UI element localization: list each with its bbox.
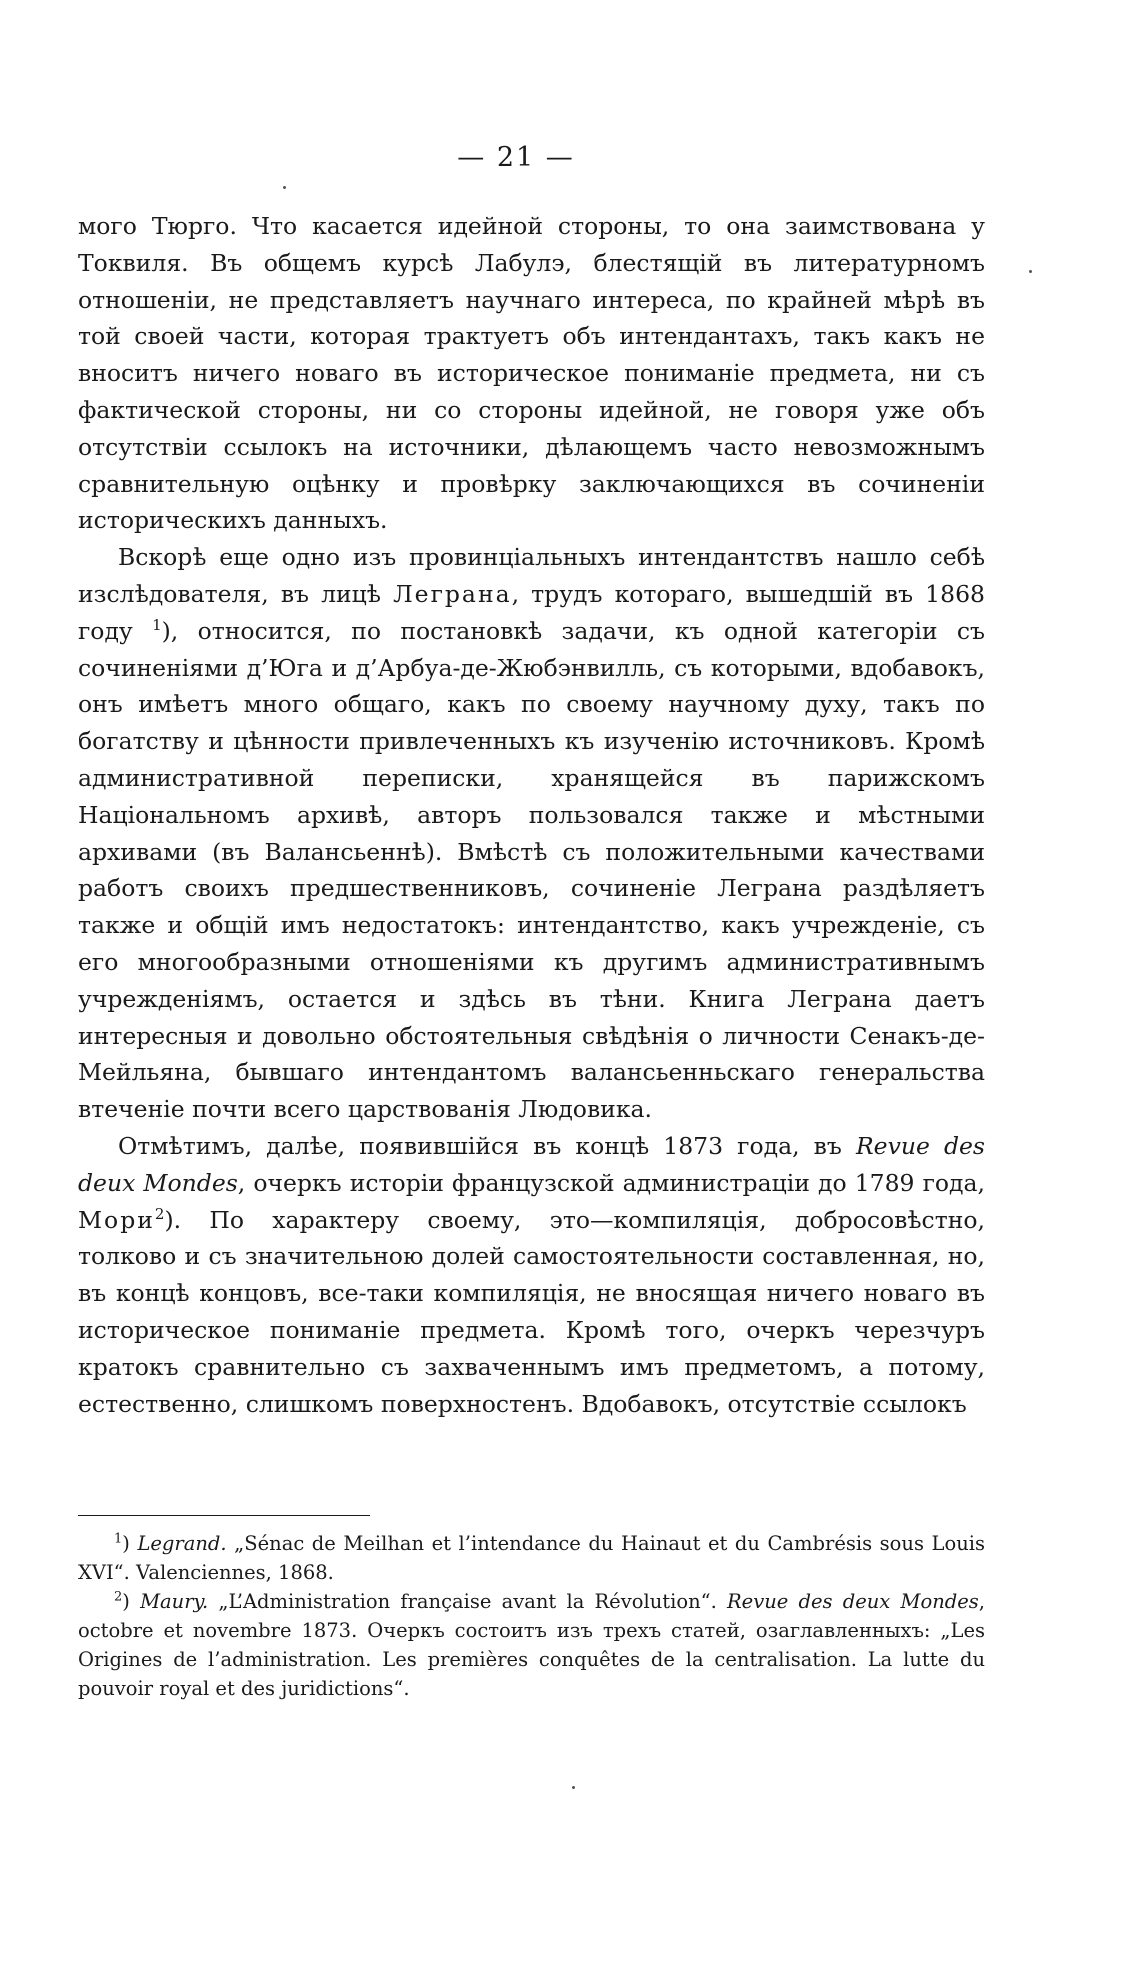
journal-title: Revue des deux Mondes bbox=[78, 1131, 985, 1197]
paragraph-3 bbox=[78, 1128, 985, 1422]
footnote-ref-2: 2 bbox=[154, 1204, 165, 1223]
footnote-1-author: Legrand. bbox=[137, 1532, 227, 1555]
footnote-marker-1: 1 bbox=[114, 1531, 123, 1547]
scan-speck bbox=[283, 186, 286, 189]
paragraph-2-text-a: Вскорѣ еще одно изъ провинціальныхъ интендантствъ нашло себѣ изслѣдователя, въ лицѣ bbox=[78, 543, 985, 608]
footnotes bbox=[78, 1529, 985, 1703]
footnote-ref-1: 1 bbox=[152, 615, 162, 634]
scan-speck bbox=[1029, 270, 1032, 273]
page-number: — 21 — bbox=[457, 142, 575, 173]
author-name-maury: Мори bbox=[78, 1205, 155, 1234]
paragraph-2 bbox=[78, 539, 985, 1128]
main-text bbox=[78, 208, 985, 1422]
footnote-marker-2: 2 bbox=[114, 1589, 123, 1605]
author-name-legrand: Леграна bbox=[393, 579, 512, 608]
footnote-1-text: „Sénac de Meilhan et l’intendance du Hainaut et du Cambrésis sous Louis XVI“. Valenciennes, 1868. bbox=[78, 1532, 985, 1584]
footnote-2-journal: Revue des deux Mondes bbox=[727, 1590, 979, 1613]
paragraph-3-text-c: ). По характеру своему, это—компиляція, добросовѣстно, толково и съ значительною долей самостоятельности составленная, но, въ концѣ концовъ, все-таки компиляція, не вносящая ничего новаго въ историческое пониманіе предмета. Кромѣ того, очеркъ черезчуръ кратокъ сравнительно съ захваченнымъ имъ предметомъ, а потому, естественно, слишкомъ поверхностенъ. Вдобавокъ, отсутствіе ссылокъ bbox=[78, 1205, 985, 1418]
footnote-1: $^1$) Legrand. „Sénac de Meilhan et l’intendance du Hainaut et du Cambrésis sous Louis XVI“. Valenciennes, 1868. bbox=[78, 1531, 985, 1584]
footnote-divider bbox=[78, 1515, 370, 1516]
paragraph-1: мого Тюрго. Что касается идейной стороны, то она заимствована у Токвиля. Въ общемъ курсѣ Лабулэ, блестящій въ литературномъ отношеніи, не представляетъ научнаго интереса, по крайней мѣрѣ въ той своей части, которая трактуетъ объ интендантахъ, такъ какъ не вноситъ ничего новаго въ историческое пониманіе предмета, ни съ фактической стороны, ни со стороны идейной, не говоря уже объ отсутствіи ссылокъ на источники, дѣлающемъ часто невозможнымъ сравнительную оцѣнку и провѣрку заключающихся въ сочиненіи историческихъ данныхъ. bbox=[78, 212, 985, 535]
paragraph-2-text-c: ), относится, по постановкѣ задачи, къ одной категоріи съ сочиненіями д’Юга и д’Арбуа-де-Жюбэнвилль, съ которыми, вдобавокъ, онъ имѣетъ много общаго, какъ по своему научному духу, такъ по богатству и цѣнности привлеченныхъ къ изученію источниковъ. Кромѣ административной переписки, хранящейся въ парижскомъ Національномъ архивѣ, авторъ пользовался также и мѣстными архивами (въ Валансьеннѣ). Вмѣстѣ съ положительными качествами работъ своихъ предшественниковъ, сочиненіе Леграна раздѣляетъ также и общій имъ недостатокъ: интендантство, какъ учрежденіе, съ его многообразными отношеніями къ другимъ административнымъ учрежденіямъ, остается и здѣсь въ тѣни. Книга Леграна даетъ интересныя и довольно обстоятельныя свѣдѣнія о личности Сенакъ-де-Мейльяна, бывшаго интендантомъ валансьенньскаго генеральства втеченіе почти всего царствованія Людовика. bbox=[78, 616, 985, 1124]
footnote-2-author: Maury. bbox=[140, 1590, 209, 1613]
footnote-2-text-a: „L’Administration française avant la Révolution“. bbox=[208, 1590, 727, 1613]
paragraph-3-text-a: Отмѣтимъ, далѣе, появившійся въ концѣ 1873 года, въ bbox=[118, 1131, 856, 1160]
paragraph-3-text-b: , очеркъ исторіи французской администраціи до 1789 года, bbox=[237, 1168, 986, 1197]
paragraph-2-text-b: , трудъ котораго, вышедшій въ 1868 году bbox=[78, 579, 985, 645]
footnote-2: $^2$) Maury. „L’Administration française avant la Révolution“. Revue des deux Mondes, octobre et novembre 1873. Очеркъ состоитъ изъ трехъ статей, озаглавленныхъ: „Les Origines de l’administration. Les premières conquêtes de la centralisation. La lutte du pouvoir royal et des juridictions“. bbox=[78, 1589, 985, 1700]
footnote-2-text-b: , octobre et novembre 1873. Очеркъ состоитъ изъ трехъ статей, озаглавленныхъ: „Les Origines de l’administration. Les premières conquêtes de la centralisation. La lutte du pouvoir royal et des juridictions“. bbox=[78, 1590, 985, 1700]
scan-speck bbox=[572, 1786, 575, 1789]
